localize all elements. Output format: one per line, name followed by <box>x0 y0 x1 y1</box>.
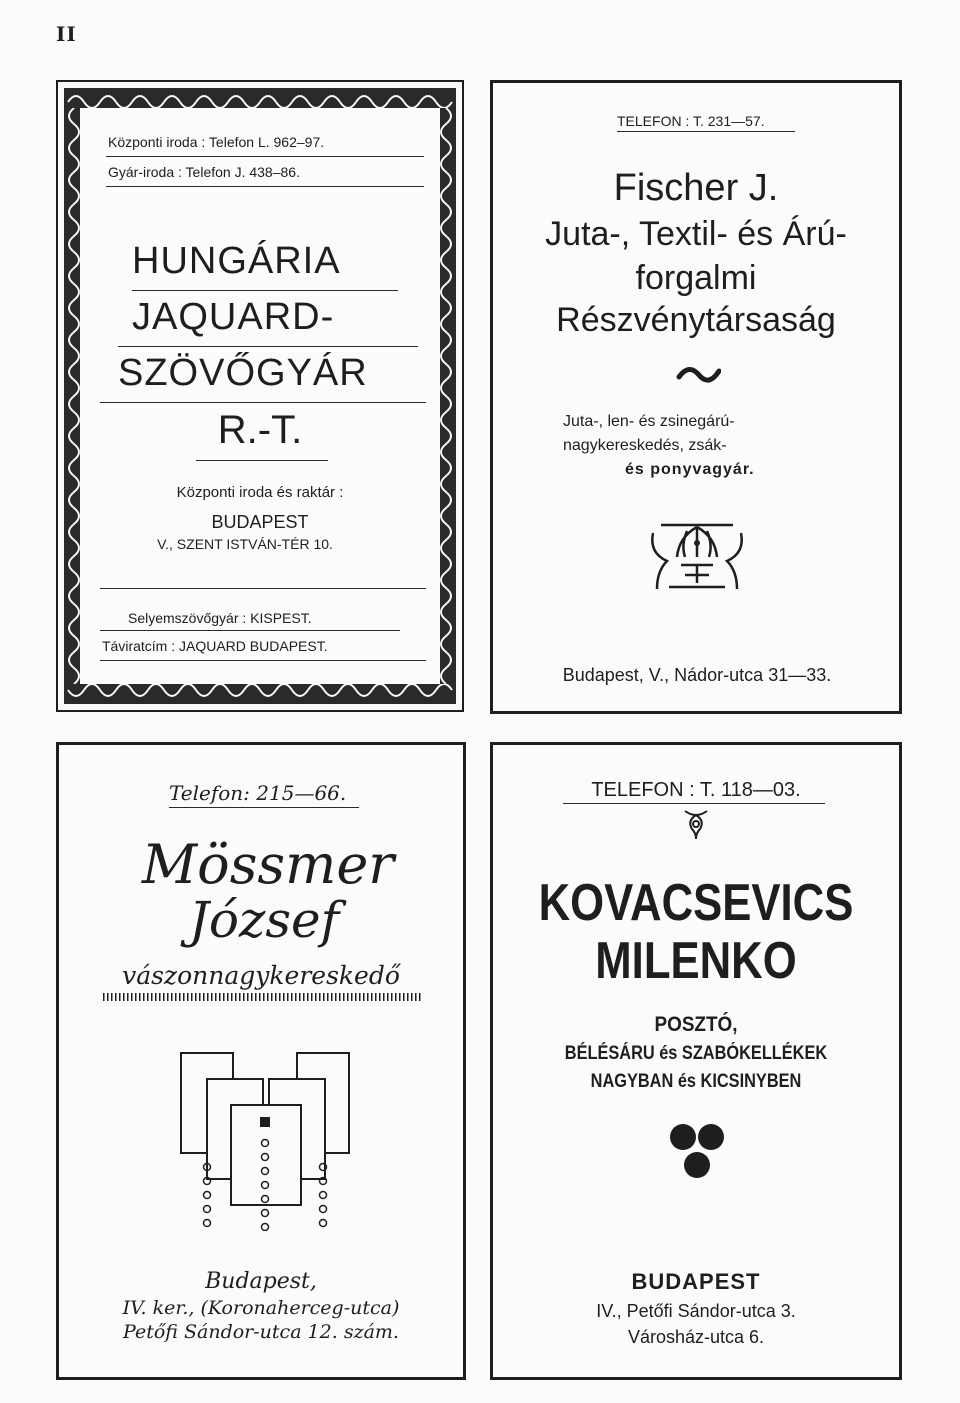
divider <box>196 460 328 461</box>
ad-mossmer-jozsef <box>56 742 466 1380</box>
address: Budapest, V., Nádor-utca 31—33. <box>562 665 832 685</box>
divider <box>106 156 424 157</box>
name-line-2: József <box>188 891 340 949</box>
description-line-2: nagykereskedés, zsák- <box>563 437 727 454</box>
factory-phone: Gyár-iroda : Telefon J. 438–86. <box>108 164 300 180</box>
address-city: BUDAPEST <box>631 1269 761 1294</box>
divider <box>169 807 359 808</box>
telegram-address: Táviratcím : JAQUARD BUDAPEST. <box>102 638 328 654</box>
divider <box>100 660 426 661</box>
divider <box>617 131 795 132</box>
address-line-1: Budapest, <box>205 1269 317 1294</box>
company-name-line-3: forgalmi <box>635 259 757 297</box>
fabric-bolts-icon <box>179 1043 355 1231</box>
company-name-line-1: HUNGÁRIA <box>132 240 341 282</box>
trade: vászonnagykereskedő <box>122 961 400 990</box>
address-line-3: Petőfi Sándor-utca 12. szám. <box>123 1321 399 1343</box>
company-emblem-icon <box>641 513 753 593</box>
divider <box>118 346 418 347</box>
three-dots-ornament-icon <box>669 1121 725 1183</box>
divider <box>132 290 398 291</box>
address-line-3: Városház-utca 6. <box>627 1327 765 1347</box>
company-name-line-1: KOVACSEVICS <box>538 874 854 932</box>
divider <box>100 402 426 403</box>
phone-number: TELEFON : T. 231—57. <box>617 113 765 129</box>
ad-hungaria-jaquard <box>56 80 464 712</box>
address-line-2: IV., Petőfi Sándor-utca 3. <box>596 1301 796 1321</box>
company-name-line-3: SZÖVŐGYÁR <box>118 352 368 394</box>
phone-number: Telefon: 215—66. <box>169 781 347 805</box>
street-address: V., SZENT ISTVÁN-TÉR 10. <box>157 536 333 552</box>
goods-line-3: NAGYBAN és KICSINYBEN <box>590 1071 802 1092</box>
ornament-hatch <box>103 993 421 1001</box>
ad-fischer-juta <box>490 80 902 714</box>
description-line-1: Juta-, len- és zsinegárú- <box>563 413 735 430</box>
floral-ornament-icon <box>681 807 711 841</box>
page-number: II <box>56 22 77 46</box>
goods-line-1: POSZTÓ, <box>654 1013 738 1036</box>
ornament-border-top <box>64 88 456 108</box>
tilde-ornament-icon <box>675 363 721 383</box>
ornament-border-right <box>440 108 456 684</box>
ad-kovacsevics-milenko <box>490 742 902 1380</box>
divider <box>100 630 400 631</box>
office-label: Központi iroda és raktár : <box>176 484 344 501</box>
company-name-line-2: Juta-, Textil- és Árú- <box>545 215 847 253</box>
name-line-1: Mössmer <box>141 833 395 896</box>
silk-mill: Selyemszövőgyár : KISPEST. <box>128 610 312 626</box>
office-phone: Központi iroda : Telefon L. 962–97. <box>108 134 325 150</box>
phone-number: TELEFON : T. 118—03. <box>591 779 801 801</box>
company-name-line-4: R.-T. <box>217 408 303 452</box>
divider <box>106 186 424 187</box>
company-name-line-2: JAQUARD- <box>132 296 335 338</box>
city: BUDAPEST <box>211 512 309 532</box>
description-line-3: és ponyvagyár. <box>625 461 755 478</box>
ornament-border-left <box>64 108 80 684</box>
ornament-border-bottom <box>64 684 456 704</box>
company-name-line-4: Részvénytársaság <box>556 301 836 339</box>
company-name-line-1: Fischer J. <box>613 167 779 209</box>
goods-line-2: BÉLÉSÁRU és SZABÓKELLÉKEK <box>564 1043 828 1064</box>
address-line-2: IV. ker., (Koronaherceg-utca) <box>122 1297 400 1319</box>
company-name-line-2: MILENKO <box>595 932 797 990</box>
divider <box>563 803 825 804</box>
divider <box>100 588 426 589</box>
